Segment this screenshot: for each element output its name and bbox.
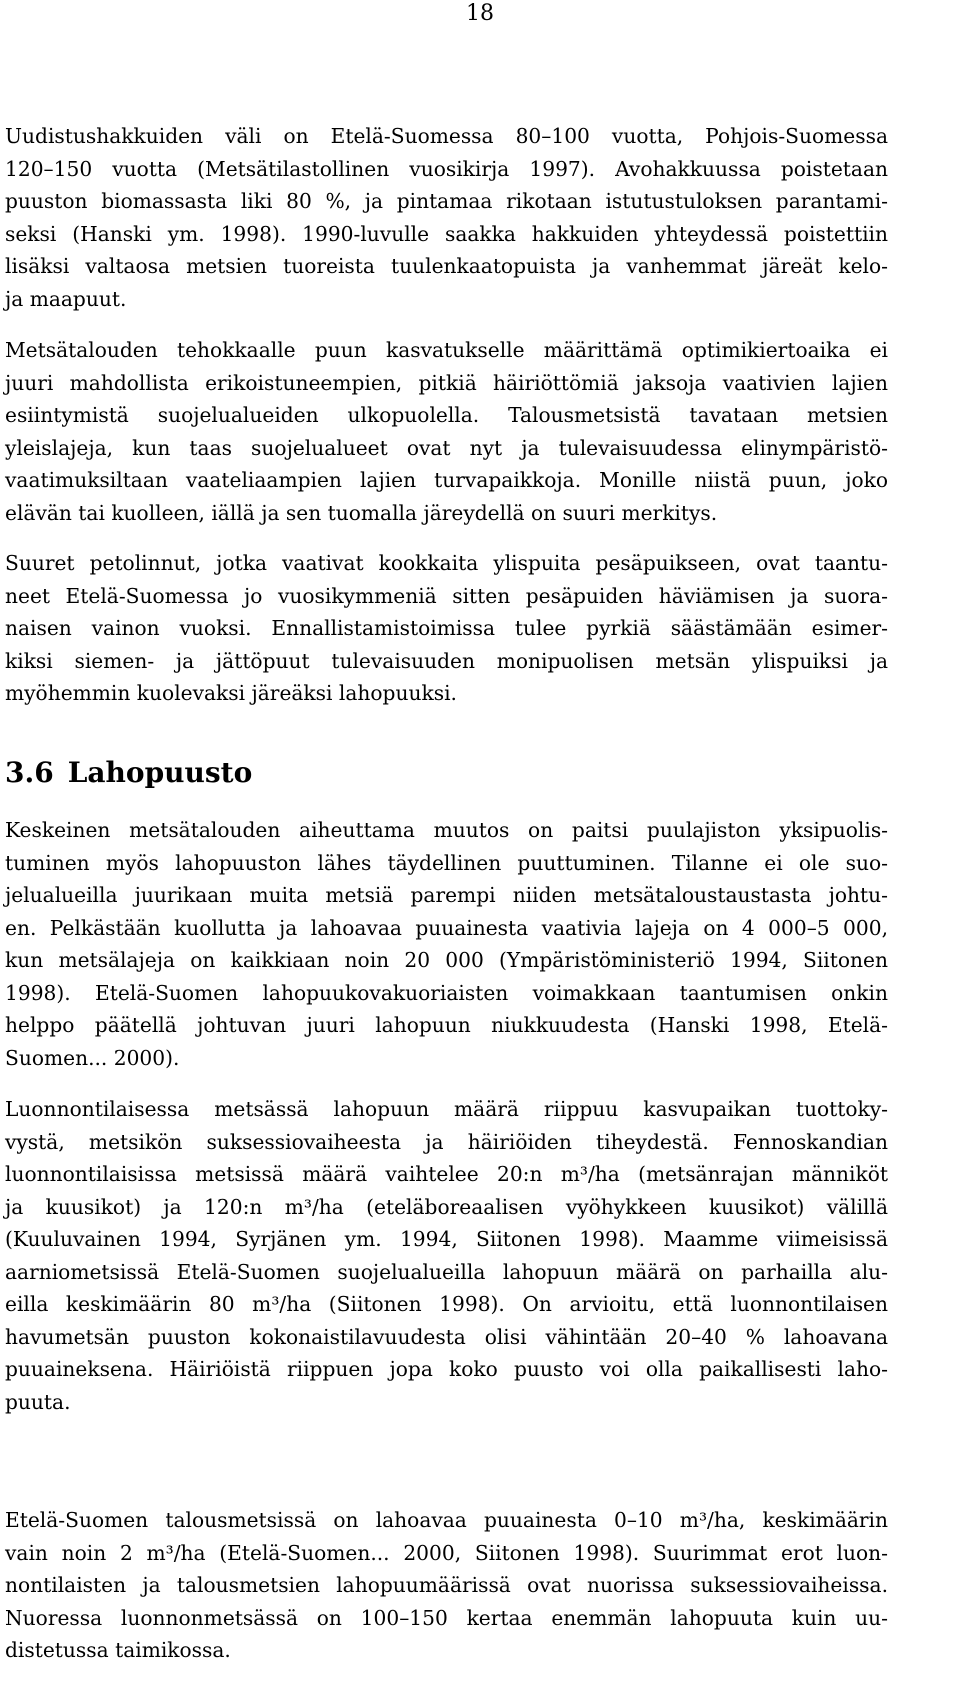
text-line: eilla keskimäärin 80 m³/ha (Siitonen 1998). On arvioitu, että luonnontilaisen	[5, 1292, 888, 1316]
text-line: nontilaisten ja talousmetsien lahopuumäärissä ovat nuorissa suksessiovaiheissa.	[5, 1573, 888, 1597]
text-line: vaatimuksiltaan vaateliaampien lajien turvapaikkoja. Monille niistä puun, joko	[5, 468, 888, 492]
text-line: Suomen... 2000).	[5, 1045, 180, 1070]
text-line: aarniometsissä Etelä-Suomen suojelualueilla lahopuun määrä on parhailla alu-	[5, 1259, 888, 1284]
text-line: luonnontilaisissa metsissä määrä vaihtelee 20:n m³/ha (metsänrajan männiköt	[5, 1162, 888, 1186]
text-line: ja maapuut.	[5, 286, 127, 311]
text-line: yleislajeja, kun taas suojelualueet ovat nyt ja tulevaisuudessa elinympäristö-	[5, 435, 888, 460]
section-number: 3.6	[5, 756, 54, 789]
text-line: juuri mahdollista erikoistuneempien, pitkiä häiriöttömiä jaksoja vaativien lajien	[5, 370, 888, 395]
text-line: esiintymistä suojelualueiden ulkopuolella. Talousmetsistä tavataan metsien	[5, 403, 888, 427]
paragraph-3	[5, 547, 888, 710]
page-number: 18	[466, 1, 494, 26]
text-line: neet Etelä-Suomessa jo vuosikymmeniä sitten pesäpuiden häviämisen ja suora-	[5, 583, 888, 608]
text-line: Keskeinen metsätalouden aiheuttama muutos on paitsi puulajiston yksipuolis-	[5, 818, 888, 842]
text-line: Etelä-Suomen talousmetsissä on lahoavaa puuainesta 0–10 m³/ha, keskimäärin	[5, 1508, 888, 1532]
text-line: puuston biomassasta liki 80 %, ja pintamaa rikotaan istutustuloksen parantami-	[5, 189, 888, 213]
paragraph-1	[5, 120, 888, 315]
text-line: vain noin 2 m³/ha (Etelä-Suomen... 2000, Siitonen 1998). Suurimmat erot luon-	[5, 1540, 888, 1565]
text-line: Luonnontilaisessa metsässä lahopuun määrä riippuu kasvupaikan tuottoky-	[5, 1097, 888, 1121]
text-line: vystä, metsikön suksessiovaiheesta ja häiriöiden tiheydestä. Fennoskandian	[5, 1129, 888, 1154]
text-line: puuaineksena. Häiriöistä riippuen jopa koko puusto voi olla paikallisesti laho-	[5, 1357, 888, 1381]
text-line: naisen vainon vuoksi. Ennallistamistoimissa tulee pyrkiä säästämään esimer-	[5, 616, 888, 640]
text-line: helppo päätellä johtuvan juuri lahopuun niukkuudesta (Hanski 1998, Etelä-	[5, 1013, 888, 1037]
text-line: Suuret petolinnut, jotka vaativat kookkaita ylispuita pesäpuikseen, ovat taantu-	[5, 551, 888, 575]
text-line: tuminen myös lahopuuston lähes täydellinen puuttuminen. Tilanne ei ole suo-	[5, 850, 888, 875]
text-line: ja kuusikot) ja 120:n m³/ha (eteläboreaalisen vyöhykkeen kuusikot) välillä	[5, 1194, 888, 1219]
text-line: havumetsän puuston kokonaistilavuudesta olisi vähintään 20–40 % lahoavana	[5, 1324, 888, 1349]
text-line: 120–150 vuotta (Metsätilastollinen vuosikirja 1997). Avohakkuussa poistetaan	[5, 156, 888, 181]
text-line: (Kuuluvainen 1994, Syrjänen ym. 1994, Siitonen 1998). Maamme viimeisissä	[5, 1227, 888, 1251]
paragraph-6	[5, 1504, 888, 1667]
text-line: 1998). Etelä-Suomen lahopuukovakuoriaisten voimakkaan taantumisen onkin	[5, 980, 888, 1005]
paragraph-4	[5, 814, 888, 1074]
text-line: kun metsälajeja on kaikkiaan noin 20 000 (Ympäristöministeriö 1994, Siitonen	[5, 948, 888, 972]
text-line: en. Pelkästään kuollutta ja lahoavaa puuainesta vaativia lajeja on 4 000–5 000,	[5, 915, 888, 940]
text-line: Uudistushakkuiden väli on Etelä-Suomessa 80–100 vuotta, Pohjois-Suomessa	[5, 124, 888, 148]
section-title: Lahopuusto	[67, 756, 253, 789]
text-line: lisäksi valtaosa metsien tuoreista tuulenkaatopuista ja vanhemmat järeät kelo-	[5, 254, 888, 278]
paragraph-2	[5, 334, 888, 529]
text-line: elävän tai kuolleen, iällä ja sen tuomalla järeydellä on suuri merkitys.	[5, 500, 718, 525]
text-line: seksi (Hanski ym. 1998). 1990-luvulle saakka hakkuiden yhteydessä poistettiin	[5, 221, 888, 246]
text-line: kiksi siemen- ja jättöpuut tulevaisuuden monipuolisen metsän ylispuiksi ja	[5, 648, 888, 673]
text-line: Metsätalouden tehokkaalle puun kasvatukselle määrittämä optimikiertoaika ei	[5, 338, 888, 362]
text-line: puuta.	[5, 1389, 71, 1414]
text-line: Nuoressa luonnonmetsässä on 100–150 kertaa enemmän lahopuuta kuin uu-	[5, 1605, 888, 1630]
text-line: distetussa taimikossa.	[5, 1638, 231, 1662]
text-line: jelualueilla juurikaan muita metsiä parempi niiden metsätaloustaustasta johtu-	[5, 883, 888, 907]
paragraph-5	[5, 1093, 888, 1418]
section-heading	[5, 748, 252, 798]
text-line: myöhemmin kuolevaksi järeäksi lahopuuksi.	[5, 681, 457, 705]
